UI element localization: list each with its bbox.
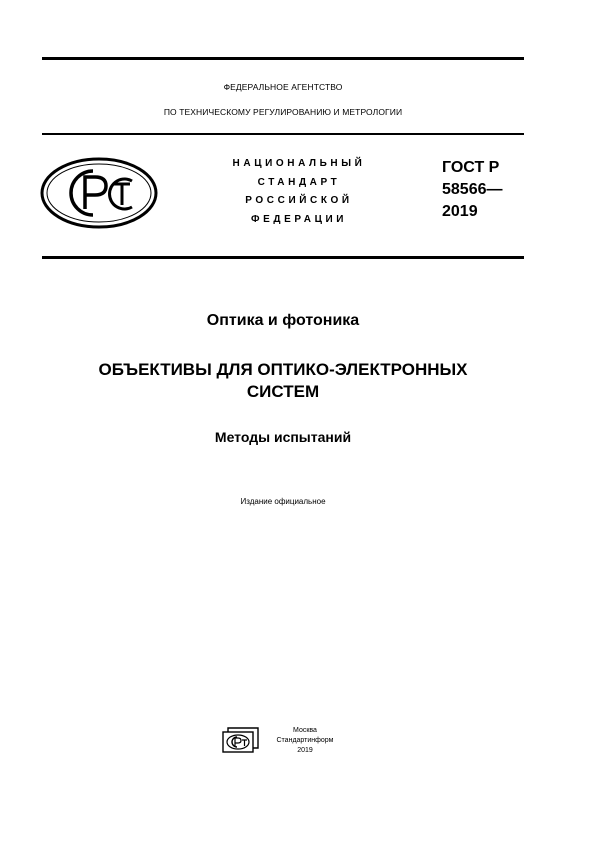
- national-standard-label: [210, 155, 388, 229]
- standartinform-logo-icon: [222, 727, 260, 753]
- agency-line-2: ПО ТЕХНИЧЕСКОМУ РЕГУЛИРОВАНИЮ И МЕТРОЛОГИИ: [163, 107, 403, 117]
- agency-line-1: ФЕДЕРАЛЬНОЕ АГЕНТСТВО: [223, 82, 343, 92]
- bottom-rule: [42, 256, 524, 259]
- gost-year: 2019: [442, 203, 478, 220]
- title-line-2: СИСТЕМ: [246, 382, 320, 401]
- imprint-city: Москва: [293, 727, 317, 734]
- document-subtitle: Оптика и фотоника: [206, 312, 360, 329]
- document-method: Методы испытаний: [214, 429, 352, 445]
- gost-label: ГОСТ Р: [442, 159, 500, 176]
- top-rule: [42, 57, 524, 60]
- gost-r-certification-mark-icon: [40, 157, 158, 229]
- gost-number: 58566—: [442, 181, 503, 198]
- gost-designation: [442, 157, 503, 223]
- national-standard-line: ФЕДЕРАЦИИ: [250, 213, 348, 225]
- national-standard-line: РОССИЙСКОЙ: [245, 195, 353, 206]
- imprint-publisher: Стандартинформ: [276, 737, 334, 744]
- national-standard-line: СТАНДАРТ: [257, 176, 341, 188]
- publisher-imprint: [262, 726, 348, 756]
- national-standard-line: НАЦИОНАЛЬНЫЙ: [232, 158, 366, 169]
- title-line-1: ОБЪЕКТИВЫ ДЛЯ ОПТИКО-ЭЛЕКТРОННЫХ: [98, 360, 468, 379]
- edition-label: Издание официальное: [240, 497, 326, 506]
- middle-rule: [42, 133, 524, 135]
- imprint-year: 2019: [297, 747, 313, 754]
- document-title: [42, 359, 524, 403]
